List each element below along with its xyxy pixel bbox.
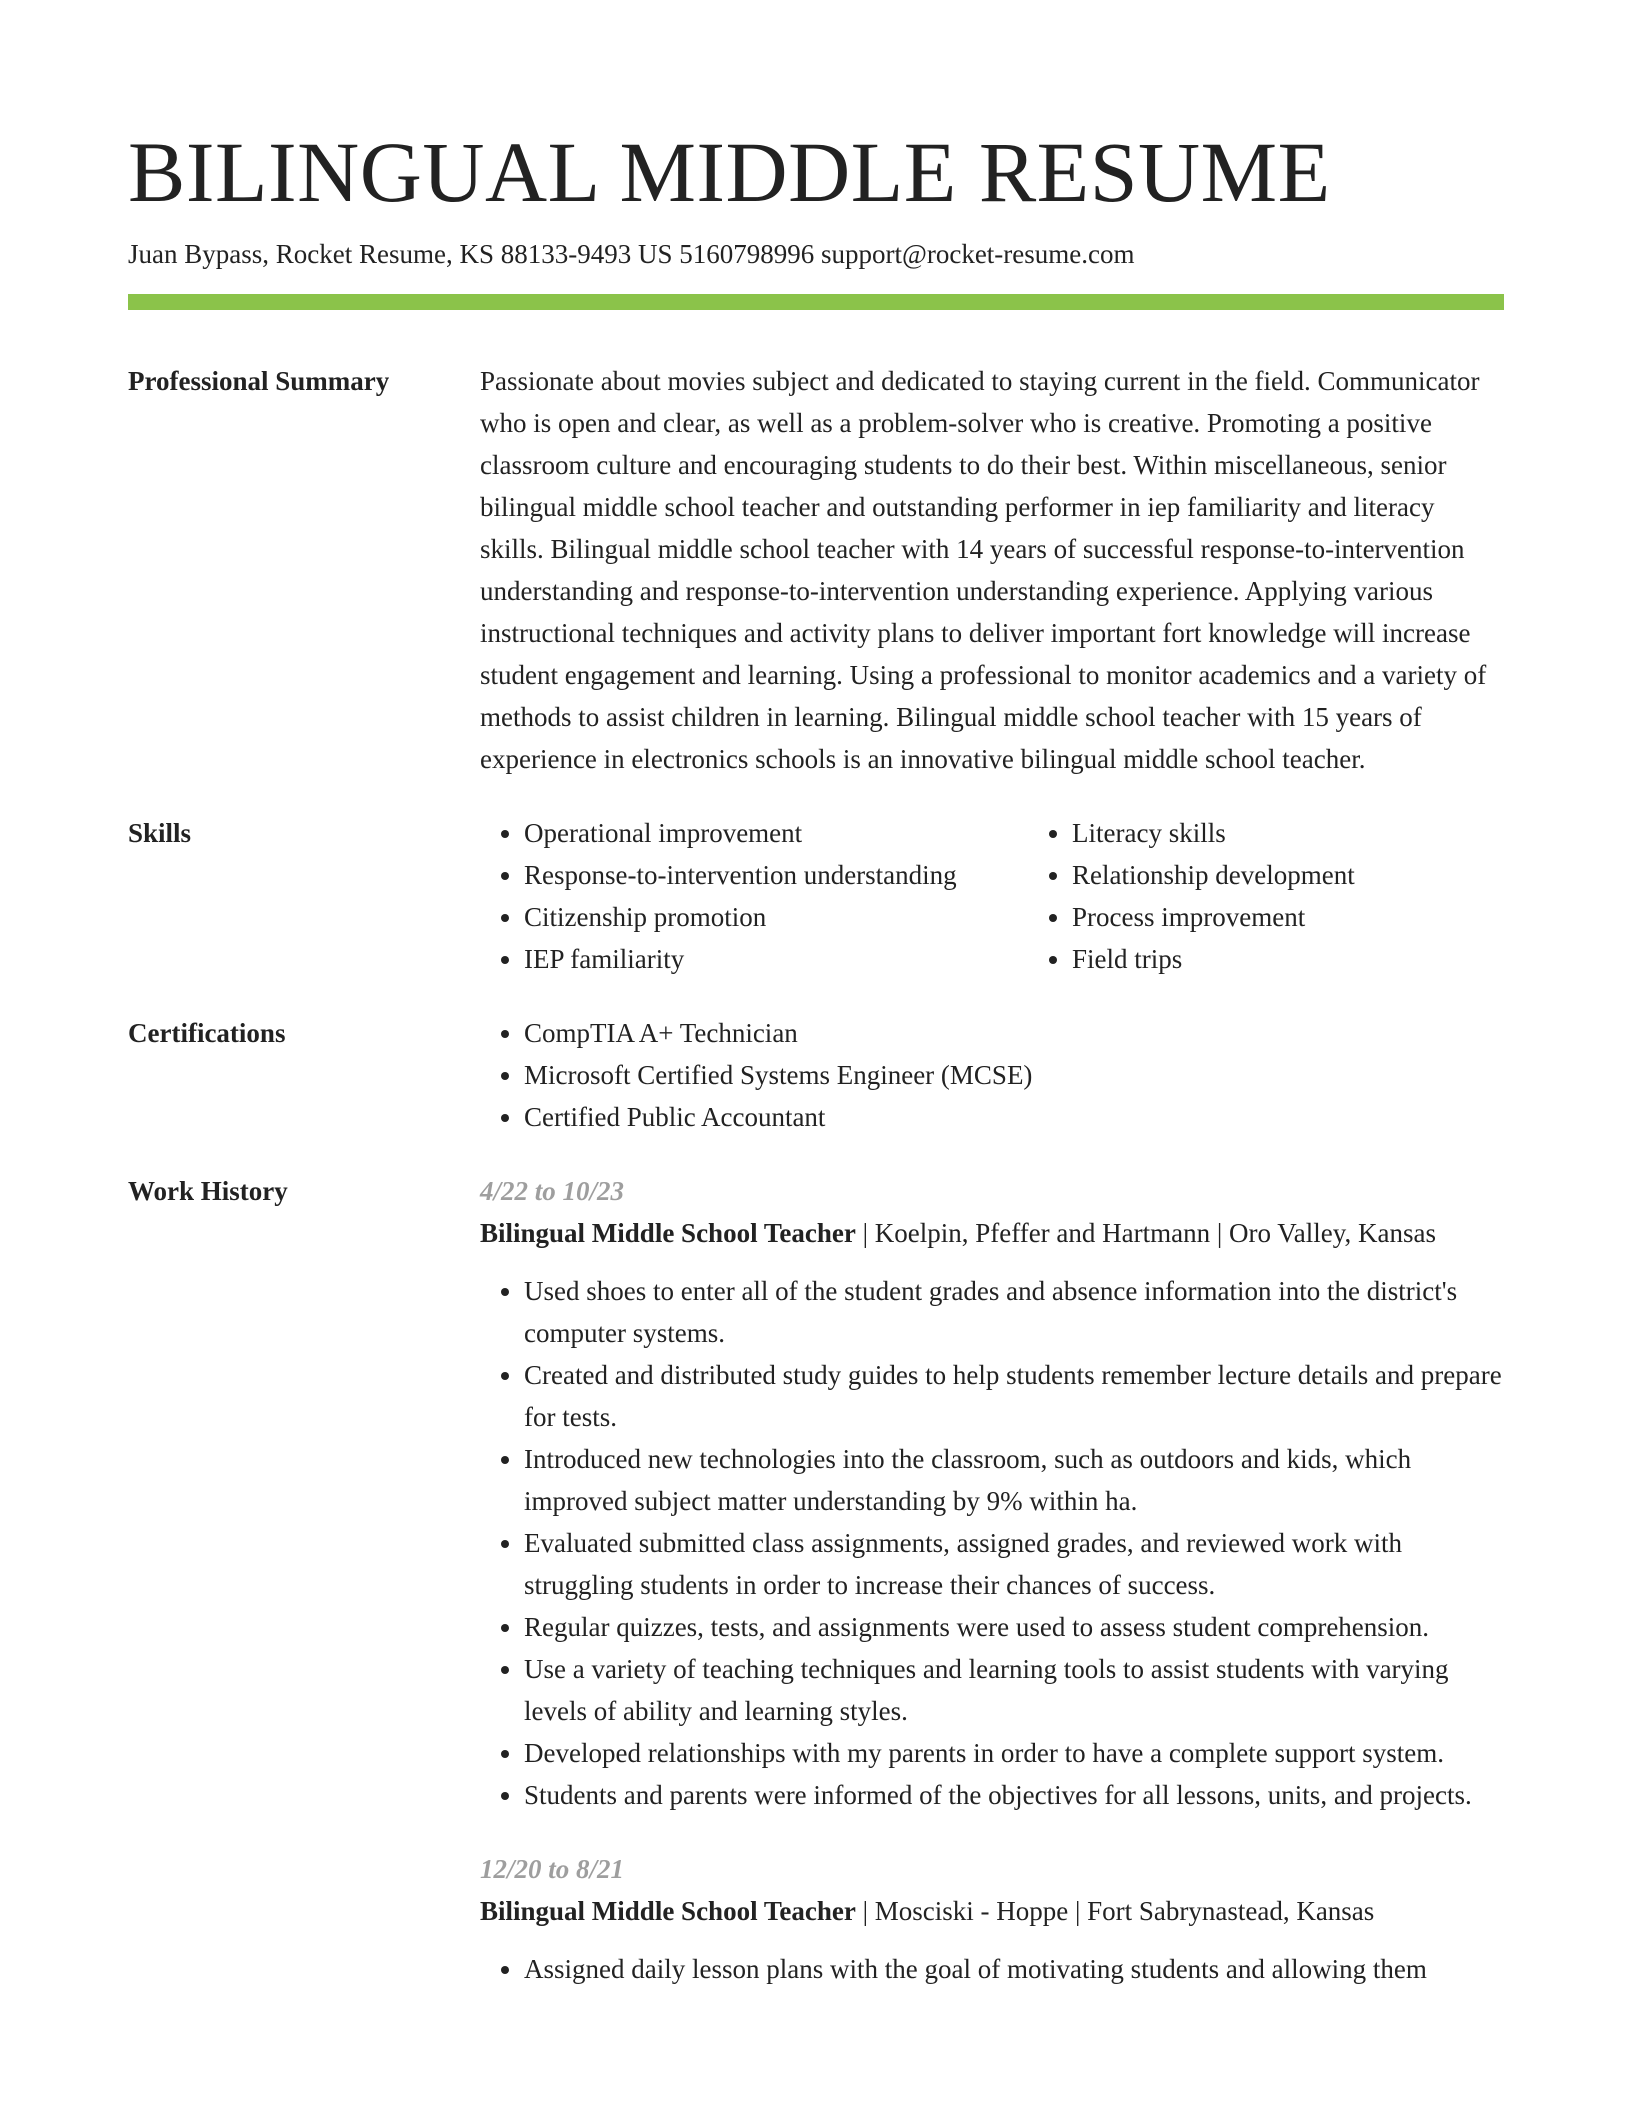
job-entry <box>480 1170 1504 1816</box>
skill-item: • Field trips <box>1072 938 1504 980</box>
job-bullet: • Regular quizzes, tests, and assignments were used to assess student comprehension. <box>524 1606 1504 1648</box>
job-bullet: • Introduced new technologies into the classroom, such as outdoors and kids, which improved subject matter understanding by 9% within ha. <box>524 1438 1504 1522</box>
job-heading <box>480 1212 1504 1254</box>
job-details: | Mosciski - Hoppe | Fort Sabrynastead, Kansas <box>855 1896 1375 1926</box>
job-bullet: • Used shoes to enter all of the student grades and absence information into the district's computer systems. <box>524 1270 1504 1354</box>
job-heading <box>480 1890 1504 1932</box>
job-bullet: • Use a variety of teaching techniques and learning tools to assist students with varying levels of ability and learning styles. <box>524 1648 1504 1732</box>
certification-item: • CompTIA A+ Technician <box>524 1012 1504 1054</box>
work-history-body <box>480 1170 1504 1990</box>
resume-title: BILINGUAL MIDDLE RESUME <box>128 124 1331 220</box>
section-label-work-history: Work History <box>128 1176 288 1206</box>
skill-item: • Citizenship promotion <box>524 896 1028 938</box>
skills-body <box>480 812 1504 980</box>
summary-text: Passionate about movies subject and dedicated to staying current in the field. Communicator who is open and clear, as well as a problem-solver who is creative. Promoting a positive classroom culture and encouraging students to do their best. Within miscellaneous, senior bilingual middle school teacher and outstanding performer in iep familiarity and literacy skills. Bilingual middle school teacher with 14 years of successful response-to-intervention understanding and response-to-intervention understanding experience. Applying various instructional techniques and activity plans to deliver important fort knowledge will increase student engagement and learning. Using a professional to monitor academics and a variety of methods to assist children in learning. Bilingual middle school teacher with 15 years of experience in electronics schools is an innovative bilingual middle school teacher. <box>480 366 1487 774</box>
job-bullet: • Evaluated submitted class assignments, assigned grades, and reviewed work with struggling students in order to increase their chances of success. <box>524 1522 1504 1606</box>
job-dates: 12/20 to 8/21 <box>480 1854 625 1884</box>
certifications-body <box>480 1012 1504 1138</box>
job-bullets <box>480 1948 1504 1990</box>
skill-item: • Operational improvement <box>524 812 1028 854</box>
summary-section <box>128 360 1504 780</box>
job-title: Bilingual Middle School Teacher <box>480 1218 856 1248</box>
skill-item: • Process improvement <box>1072 896 1504 938</box>
job-bullet: • Assigned daily lesson plans with the goal of motivating students and allowing them <box>524 1948 1504 1990</box>
skills-section <box>128 812 1504 980</box>
skill-item: • IEP familiarity <box>524 938 1028 980</box>
skill-item: • Literacy skills <box>1072 812 1504 854</box>
contact-line: Juan Bypass, Rocket Resume, KS 88133-9493 US 5160798996 support@rocket-resume.com <box>128 239 1135 269</box>
certification-item: • Microsoft Certified Systems Engineer (MCSE) <box>524 1054 1504 1096</box>
skill-item: • Relationship development <box>1072 854 1504 896</box>
certifications-section <box>128 1012 1504 1138</box>
accent-divider <box>128 294 1504 310</box>
certifications-list <box>480 1012 1504 1138</box>
section-label-summary: Professional Summary <box>128 366 390 396</box>
work-history-section <box>128 1170 1504 1990</box>
certification-item: • Certified Public Accountant <box>524 1096 1504 1138</box>
section-label-certifications: Certifications <box>128 1018 286 1048</box>
summary-body <box>480 360 1504 780</box>
job-dates: 4/22 to 10/23 <box>480 1176 625 1206</box>
skills-column-1 <box>480 812 1028 980</box>
job-bullet: • Students and parents were informed of the objectives for all lessons, units, and projects. <box>524 1774 1504 1816</box>
job-bullet: • Created and distributed study guides to help students remember lecture details and prepare for tests. <box>524 1354 1504 1438</box>
job-entry <box>480 1848 1504 1990</box>
job-details: | Koelpin, Pfeffer and Hartmann | Oro Valley, Kansas <box>855 1218 1436 1248</box>
section-label-skills: Skills <box>128 818 192 848</box>
job-title: Bilingual Middle School Teacher <box>480 1896 856 1926</box>
skill-item: • Response-to-intervention understanding <box>524 854 1028 896</box>
skills-column-2 <box>1028 812 1504 980</box>
job-bullet: • Developed relationships with my parents in order to have a complete support system. <box>524 1732 1504 1774</box>
job-bullets <box>480 1270 1504 1816</box>
skills-grid <box>480 812 1504 980</box>
